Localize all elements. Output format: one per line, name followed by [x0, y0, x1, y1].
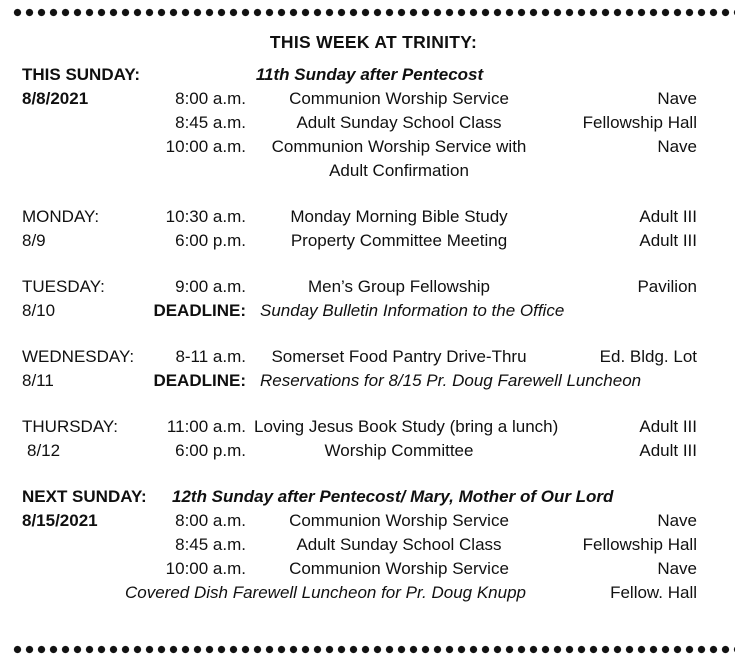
day-label: WEDNESDAY:: [22, 347, 135, 366]
event-location: Adult III: [639, 441, 697, 460]
day-label: THIS SUNDAY:: [22, 65, 141, 84]
event-row: [22, 135, 697, 159]
dotted-border-bottom: [13, 645, 735, 654]
event-time: 10:00 a.m.: [165, 137, 246, 156]
deadline-row: [22, 369, 697, 393]
event-desc: Adult Sunday School Class: [296, 113, 502, 132]
day-label: THURSDAY:: [22, 417, 119, 436]
special-event-note: Covered Dish Farewell Luncheon for Pr. Doug Knupp: [125, 583, 526, 602]
date-label: [22, 557, 134, 581]
deadline-note: Sunday Bulletin Information to the Office: [260, 301, 565, 320]
event-location: Ed. Bldg. Lot: [599, 347, 697, 366]
continuation-row: [22, 159, 697, 183]
section-tuesday: [0, 275, 747, 323]
date-label: 8/9: [22, 231, 46, 250]
date-label: 8/15/2021: [22, 511, 98, 530]
event-location: Adult III: [639, 417, 697, 436]
event-time: 8:00 a.m.: [175, 511, 246, 530]
date-label: 8/10: [22, 301, 56, 320]
deadline-label: DEADLINE:: [153, 371, 246, 390]
event-time: 11:00 a.m.: [166, 417, 246, 436]
special-event-row: [22, 581, 697, 605]
event-desc: Loving Jesus Book Study (bring a lunch): [254, 417, 559, 436]
date-label: [22, 135, 134, 159]
event-desc: Worship Committee: [324, 441, 474, 460]
event-desc: Communion Worship Service: [289, 89, 509, 108]
section-heading-row: [22, 485, 697, 509]
section-heading: 11th Sunday after Pentecost: [255, 65, 484, 84]
event-desc: Adult Sunday School Class: [296, 535, 502, 554]
event-location: Nave: [657, 137, 697, 156]
section-this-sunday: [0, 63, 747, 183]
event-location: Fellowship Hall: [582, 535, 697, 554]
event-time: 8-11 a.m.: [175, 347, 246, 366]
event-row: [22, 415, 697, 439]
event-time: 6:00 p.m.: [175, 231, 246, 250]
event-desc: Men’s Group Fellowship: [307, 277, 491, 296]
event-row: [22, 439, 697, 463]
date-label: [22, 111, 134, 135]
event-desc: Property Committee Meeting: [290, 231, 508, 250]
event-desc: Communion Worship Service: [289, 511, 509, 530]
event-row: [22, 111, 697, 135]
date-label: 8/11: [22, 371, 54, 390]
date-label: 8/12: [27, 441, 61, 460]
event-location: Nave: [657, 89, 697, 108]
event-time: 9:00 a.m.: [175, 277, 246, 296]
event-location: Adult III: [639, 207, 697, 226]
section-monday: [0, 205, 747, 253]
event-row: [22, 557, 697, 581]
event-time: 6:00 p.m.: [175, 441, 246, 460]
event-row: [22, 275, 697, 299]
section-heading: 12th Sunday after Pentecost/ Mary, Mother of Our Lord: [172, 487, 614, 506]
section-wednesday: [0, 345, 747, 393]
event-row: [22, 229, 697, 253]
event-desc: Somerset Food Pantry Drive-Thru: [271, 347, 527, 366]
event-time: 8:45 a.m.: [175, 535, 246, 554]
section-next-sunday: [0, 485, 747, 605]
event-location: Nave: [657, 511, 697, 530]
event-time: 8:45 a.m.: [175, 113, 246, 132]
event-time: 10:30 a.m.: [165, 207, 246, 226]
day-label: MONDAY:: [22, 207, 100, 226]
page-title: THIS WEEK AT TRINITY:: [269, 32, 478, 52]
event-desc: Monday Morning Bible Study: [290, 207, 508, 226]
event-location: Adult III: [639, 231, 697, 250]
section-thursday: [0, 415, 747, 463]
date-label: [22, 533, 134, 557]
deadline-row: [22, 299, 697, 323]
event-row: [22, 345, 697, 369]
event-desc-continued: Adult Confirmation: [329, 161, 469, 180]
event-location: Fellowship Hall: [582, 113, 697, 132]
date-label: 8/8/2021: [22, 89, 89, 108]
event-location: Nave: [657, 559, 697, 578]
day-label: TUESDAY:: [22, 277, 105, 296]
event-desc: Communion Worship Service with: [271, 137, 527, 156]
event-row: [22, 533, 697, 557]
deadline-note: Reservations for 8/15 Pr. Doug Farewell Luncheon: [260, 371, 642, 390]
event-location: Fellow. Hall: [610, 583, 697, 602]
event-row: [22, 509, 697, 533]
event-row: [22, 205, 697, 229]
deadline-label: DEADLINE:: [153, 301, 246, 320]
section-heading-row: [22, 63, 697, 87]
event-desc: Communion Worship Service: [289, 559, 509, 578]
event-time: 8:00 a.m.: [175, 89, 246, 108]
event-location: Pavilion: [637, 277, 697, 296]
day-label: NEXT SUNDAY:: [22, 487, 147, 506]
event-row: [22, 87, 697, 111]
dotted-border-top: [13, 8, 735, 17]
event-time: 10:00 a.m.: [165, 559, 246, 578]
